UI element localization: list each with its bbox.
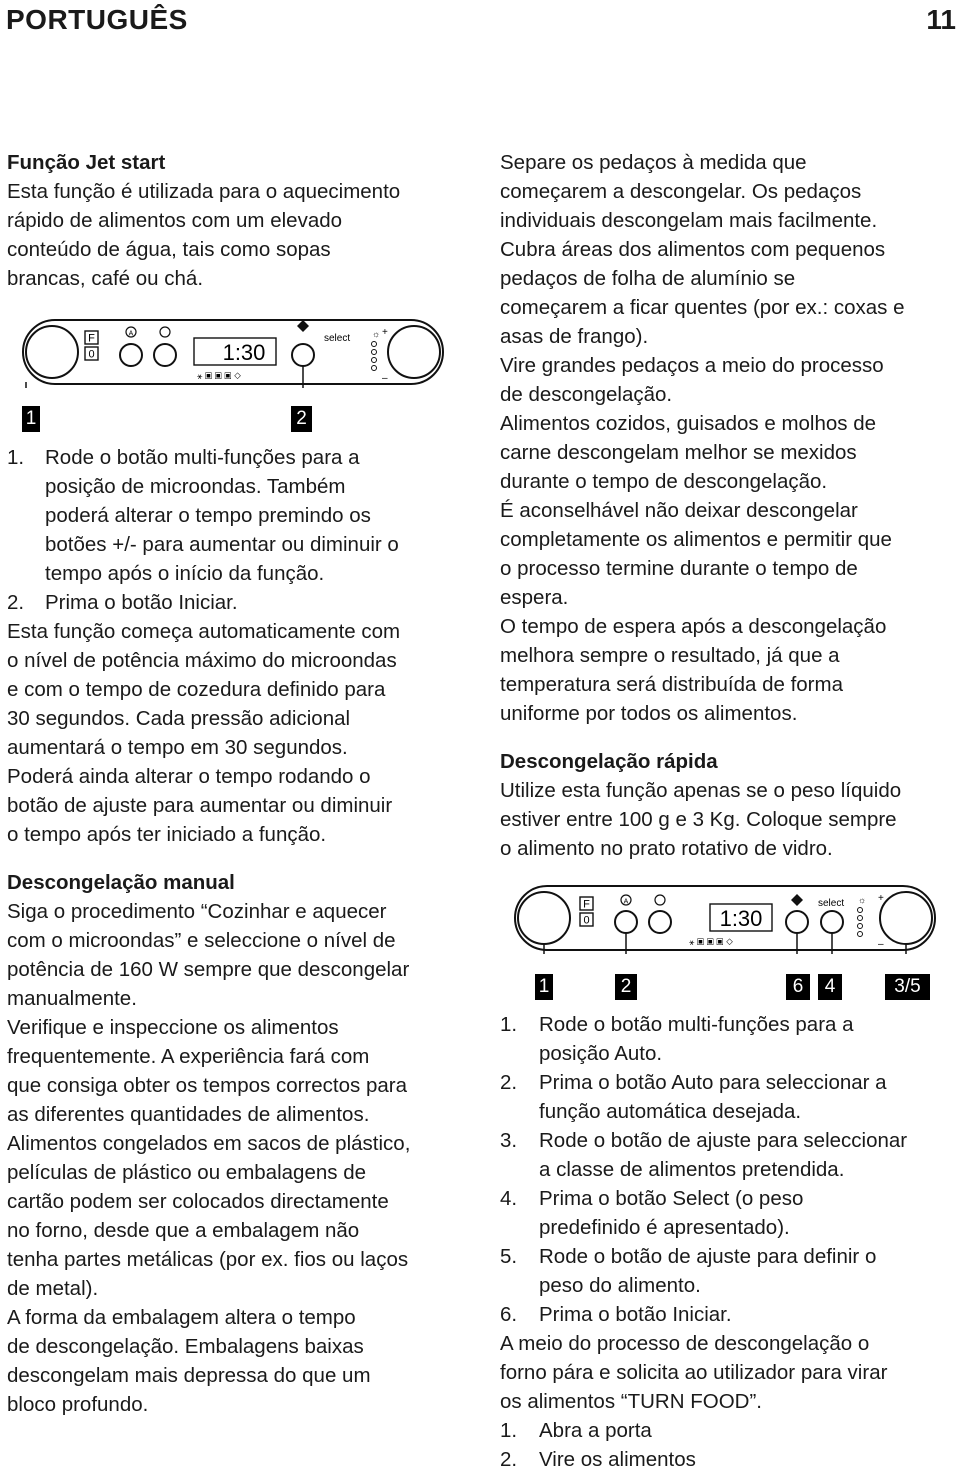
svg-text:☼: ☼ <box>858 895 867 905</box>
list-item: 2. Prima o botão Auto para seleccionar a função automática desejada. <box>500 1071 887 1123</box>
svg-text:–: – <box>878 939 884 950</box>
function-symbols: ⚹ ▣ ▣ ▣ ◇ <box>197 371 242 381</box>
page-number: 11 <box>926 4 956 35</box>
quick-defrost-heading: Descongelação rápida <box>500 750 718 773</box>
control-panel-illustration <box>22 318 447 388</box>
adjust-knob <box>388 326 440 378</box>
jet-start-heading: Função Jet start <box>7 151 166 174</box>
diagram2-badge-3-5: 3/5 <box>885 974 930 1000</box>
turn-food-steps <box>500 1416 960 1474</box>
left-column-bottom <box>7 443 477 1419</box>
svg-text:A: A <box>128 330 134 338</box>
quick-defrost-steps <box>500 1010 960 1329</box>
turn-food-text: A meio do processo de descongelação o forno pára e solicita ao utilizador para virar os alimentos “TURN FOOD”. <box>500 1332 888 1413</box>
right-column-bottom <box>500 1010 960 1474</box>
svg-text:1:30: 1:30 <box>719 906 763 931</box>
svg-text:0: 0 <box>583 914 590 927</box>
multifunction-knob <box>26 326 78 378</box>
svg-text:F: F <box>88 332 95 345</box>
manual-defrost-heading: Descongelação manual <box>7 871 235 894</box>
svg-text:⚹ ▣ ▣ ▣ ◇: ⚹ ▣ ▣ ▣ ◇ <box>689 937 734 947</box>
svg-text:☼: ☼ <box>372 329 381 339</box>
control-panel-diagram-2 <box>514 884 939 954</box>
diagram2-badge-6: 6 <box>786 974 810 1000</box>
list-item: 6. Prima o botão Iniciar. <box>500 1303 732 1326</box>
control-panel-diagram-1 <box>22 318 447 388</box>
diagram2-badge-4: 4 <box>818 974 842 1000</box>
list-item: 2. Vire os alimentos <box>500 1448 696 1471</box>
svg-text:+: + <box>382 327 388 338</box>
list-item: 4. Prima o botão Select (o peso predefinido é apresentado). <box>500 1187 804 1239</box>
language-title: PORTUGUÊS <box>6 4 188 35</box>
manual-defrost-text: Siga o procedimento “Cozinhar e aquecer com o microondas” e seleccione o nível de potência de 160 W sempre que descongelar manualmente. Verifique e inspeccione os alimentos frequentemente. A experiência fará com que consiga obter os tempos correctos para as diferentes quantidades de alimentos. Alimentos congelados em sacos de plástico, películas de plástico ou embalagens de cartão podem ser colocados directamente no forno, desde que a embalagem não tenha partes metálicas (por ex. fios ou laços de metal). A forma da embalagem altera o tempo de descongelação. Embalagens baixas descongelam mais depressa do que um bloco profundo. <box>7 900 411 1416</box>
right-column-top <box>500 148 960 863</box>
jet-start-intro: Esta função é utilizada para o aquecimento rápido de alimentos com um elevado conteúdo de água, tais como sopas brancas, café ou chá. <box>7 180 401 290</box>
svg-text:+: + <box>878 893 884 904</box>
svg-text:A: A <box>623 898 629 906</box>
page-header <box>0 0 960 46</box>
left-column-top <box>7 148 477 293</box>
list-item: 1. Rode o botão multi-funções para a posição de microondas. Também poderá alterar o tempo premindo os botões +/- para aumentar ou diminuir o tempo após o início da função. <box>7 446 399 585</box>
svg-text:select: select <box>324 333 351 344</box>
list-item: 2. Prima o botão Iniciar. <box>7 591 238 614</box>
auto-button <box>120 344 142 366</box>
list-item: 5. Rode o botão de ajuste para definir o peso do alimento. <box>500 1245 877 1297</box>
control-panel-illustration <box>514 884 939 954</box>
diagram2-badge-2: 2 <box>615 974 637 1000</box>
quick-defrost-text: Utilize esta função apenas se o peso líquido estiver entre 100 g e 3 Kg. Coloque sempre o alimento no prato rotativo de vidro. <box>500 779 902 860</box>
jet-button <box>154 344 176 366</box>
jet-start-steps <box>7 443 477 617</box>
svg-text:1:30: 1:30 <box>222 340 266 365</box>
list-item: 1. Abra a porta <box>500 1419 652 1442</box>
list-item: 1. Rode o botão multi-funções para a posição Auto. <box>500 1013 854 1065</box>
jet-start-description: Esta função começa automaticamente com o nível de potência máximo do microondas e com o tempo de cozedura definido para 30 segundos. Cada pressão adicional aumentará o tempo em 30 segundos. Poderá ainda alterar o tempo rodando o botão de ajuste para aumentar ou diminuir o tempo após ter iniciado a função. <box>7 620 401 846</box>
list-item: 3. Rode o botão de ajuste para seleccionar a classe de alimentos pretendida. <box>500 1129 908 1181</box>
svg-text:select: select <box>818 898 845 909</box>
svg-text:–: – <box>382 373 388 384</box>
start-button <box>292 344 314 366</box>
diagram2-badge-1: 1 <box>535 974 553 1000</box>
diagram1-badge-2: 2 <box>291 406 312 432</box>
defrost-tips: Separe os pedaços à medida que começarem a descongelar. Os pedaços individuais descongelam mais facilmente. Cubra áreas dos alimentos com pequenos pedaços de folha de alumínio se começarem a ficar quentes (por ex.: coxas e asas de frango). Vire grandes pedaços a meio do processo de descongelação. Alimentos cozidos, guisados e molhos de carne descongelam melhor se mexidos durante o tempo de descongelação. É aconselhável não deixar descongelar completamente os alimentos e permitir que o processo termine durante o tempo de espera. O tempo de espera após a descongelação melhora sempre o resultado, já que a temperatura será distribuída de forma uniforme por todos os alimentos. <box>500 151 905 725</box>
svg-text:F: F <box>583 898 590 911</box>
diagram1-badge-1: 1 <box>22 406 40 432</box>
svg-text:0: 0 <box>88 348 95 361</box>
